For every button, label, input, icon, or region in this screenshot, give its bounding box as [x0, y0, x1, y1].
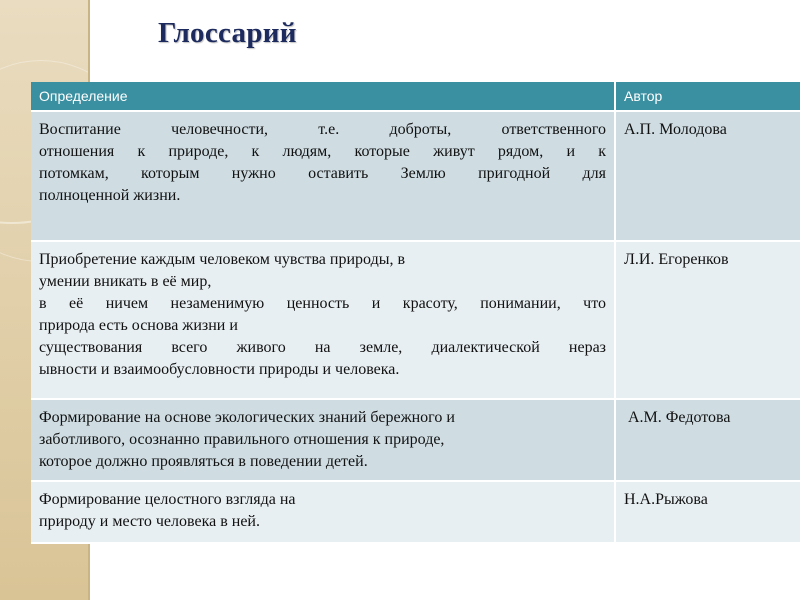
header-author: Автор: [615, 82, 800, 111]
page-title: Глоссарий: [158, 17, 297, 49]
definition-line: полноценной жизни.: [39, 187, 181, 204]
definition-line: Формирование целостного взгляда на: [39, 491, 296, 508]
definition-cell: [31, 111, 615, 241]
definition-line: в её ничем незаменимую ценность и красоту, понимании, что: [39, 295, 606, 312]
definition-line: Приобретение каждым человеком чувства природы, в: [39, 251, 406, 268]
table-row: [31, 241, 800, 399]
table-row: [31, 111, 800, 241]
definition-line: которое должно проявляться в поведении детей.: [39, 453, 368, 470]
definition-line: природа есть основа жизни и: [39, 317, 238, 334]
definition-cell: [31, 241, 615, 399]
definition-line: потомкам, которым нужно оставить Землю пригодной для: [39, 165, 606, 182]
author-cell: А.П. Молодова: [615, 111, 800, 241]
table-header-row: [31, 82, 800, 111]
definition-line: существования всего живого на земле, диалектической нераз: [39, 339, 606, 356]
header-definition: Определение: [31, 82, 615, 111]
author-cell: А.М. Федотова: [615, 399, 800, 481]
definition-line: природу и место человека в ней.: [39, 513, 260, 530]
definition-cell: [31, 481, 615, 543]
definition-line: умении вникать в её мир,: [39, 273, 212, 290]
author-cell: Н.А.Рыжова: [615, 481, 800, 543]
glossary-table: [31, 82, 800, 544]
definition-line: ывности и взаимообусловности природы и человека.: [39, 361, 400, 378]
definition-cell: [31, 399, 615, 481]
table-row: [31, 399, 800, 481]
author-cell: Л.И. Егоренков: [615, 241, 800, 399]
definition-line: Воспитание человечности, т.е. доброты, ответственного: [39, 121, 606, 138]
table-row: [31, 481, 800, 543]
definition-line: Формирование на основе экологических знаний бережного и: [39, 409, 455, 426]
definition-line: отношения к природе, к людям, которые живут рядом, и к: [39, 143, 606, 160]
definition-line: заботливого, осознанно правильного отношения к природе,: [39, 431, 445, 448]
